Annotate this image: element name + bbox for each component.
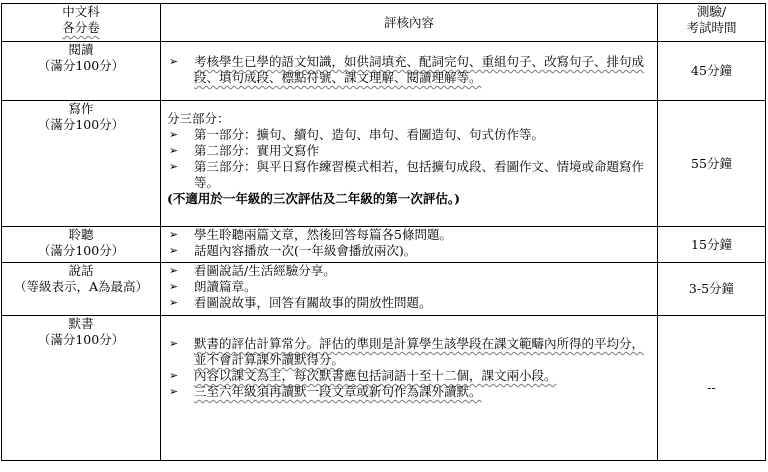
header-subject-line2: 各分卷 [62,20,100,35]
subject-score: （滿分100分） [37,58,125,73]
header-time-line2: 考試時間 [686,20,737,35]
subject-listening [2,227,161,263]
time-reading: 45分鐘 [658,42,766,101]
subject-reading [2,42,161,101]
subject-name: 說話 [68,263,94,278]
subject-score: （滿分100分） [37,243,125,258]
subject-name: 寫作 [68,101,94,116]
list-item: ➢ 內容以課文為主，每次默書應包括詞語十至十二個，課文兩小段。 [167,368,651,384]
row-reading [2,42,766,101]
content-speaking [161,263,658,316]
list-item: ➢ 話題內容播放一次(一年級會播放兩次)。 [167,243,651,259]
content-dictation [161,316,658,461]
header-subject [2,4,161,42]
header-content: 評核內容 [161,4,658,42]
row-dictation [2,316,766,461]
header-time [658,4,766,42]
subject-score: （滿分100分） [37,117,125,132]
list-item: ➢ 默書的評估計算常分。評估的準則是計算學生該學段在課文範疇內所得的平均分，並不會計算課外讀默得分。 [167,336,651,368]
list-item: ➢ 第二部分：實用文寫作 [167,143,651,159]
time-dictation: -- [658,316,766,461]
content-writing [161,101,658,227]
list-item: ➢ 第一部分：擴句、續句、造句、串句、看圖造句、句式仿作等。 [167,127,651,143]
subject-speaking [2,263,161,316]
list-item: ➢ 第三部分：與平日寫作練習模式相若，包括擴句成段、看圖作文、情境或命題寫作等。 [167,159,651,191]
list-item: ➢ 看圖說話/生活經驗分享。 [167,263,651,279]
time-speaking: 3-5分鐘 [658,263,766,316]
subject-writing [2,101,161,227]
writing-note: (不適用於一年級的三次評估及二年級的第一次評估。) [167,191,461,206]
list-item: ➢ 朗讀篇章。 [167,279,651,295]
subject-score: （等級表示，A為最高） [13,279,149,294]
row-speaking [2,263,766,316]
subject-score: （滿分100分） [37,332,125,347]
subject-name: 閱讀 [68,42,94,57]
list-item: ➢ 看圖說故事，回答有關故事的開放性問題。 [167,295,651,311]
content-listening [161,227,658,263]
list-item: ➢ 三至六年級須再讀默一段文章或新句作為課外讀默。 [167,384,651,400]
header-subject-line1: 中文科 [62,4,100,19]
content-reading [161,42,658,101]
row-writing [2,101,766,227]
header-time-line1: 測驗/ [696,4,727,19]
writing-intro: 分三部分： [167,111,230,126]
time-writing: 55分鐘 [658,101,766,227]
subject-name: 默書 [68,316,94,331]
subject-dictation [2,316,161,461]
list-item: ➢ 考核學生已學的語文知識，如供詞填充、配詞完句、重組句子、改寫句子、排句成段、填句成段、標點符號、課文理解、閱讀理解等。 [167,54,651,86]
row-listening [2,227,766,263]
subject-name: 聆聽 [68,227,94,242]
header-row [2,4,766,42]
time-listening: 15分鐘 [658,227,766,263]
assessment-table [1,3,766,461]
list-item: ➢ 學生聆聽兩篇文章，然後回答每篇各5條問題。 [167,227,651,243]
